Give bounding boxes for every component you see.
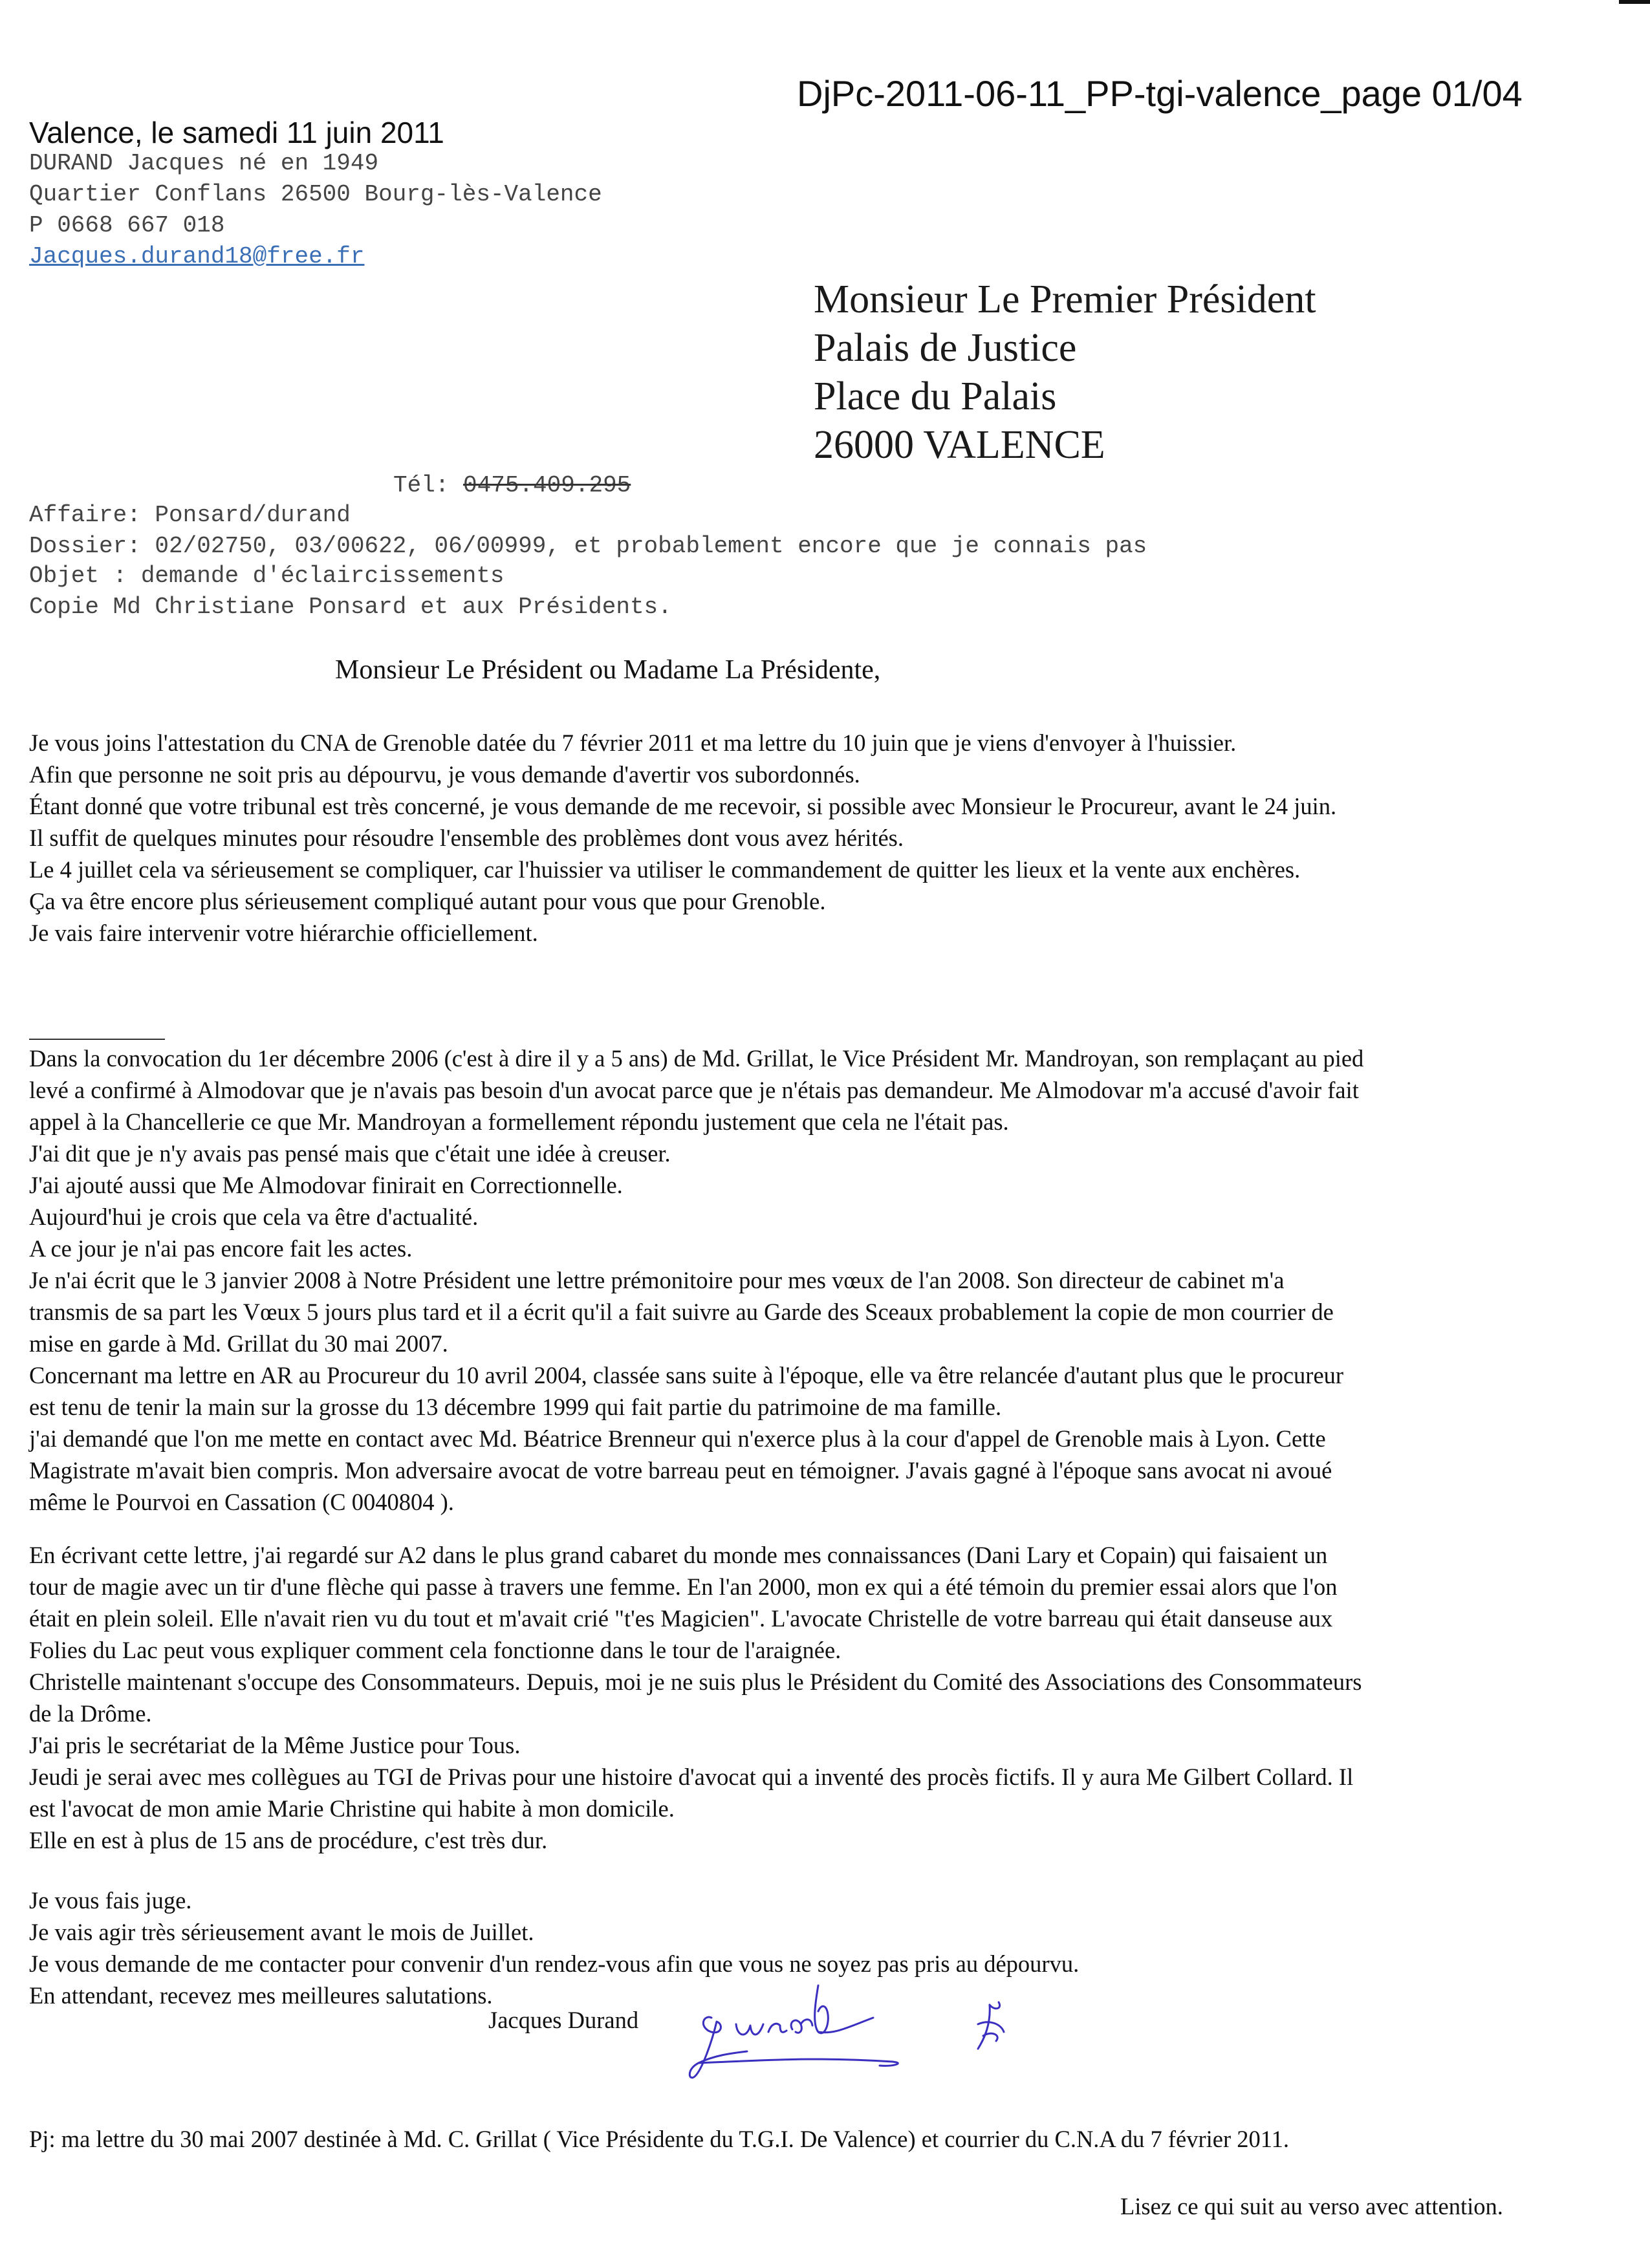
text-line: Elle en est à plus de 15 ans de procédure, c'est très dur. — [29, 1827, 548, 1853]
text-line: est tenu de tenir la main sur la grosse du 13 décembre 1999 qui fait partie du patrimoine de ma famille. — [29, 1394, 1002, 1420]
enclosure-line: Pj: ma lettre du 30 mai 2007 destinée à Md. C. Grillat ( Vice Présidente du T.G.I. De Valence) et courrier du C.N.A du 7 février 2011. — [29, 2126, 1290, 2152]
text-line: En attendant, recevez mes meilleures salutations. — [29, 1982, 493, 2009]
text-line: transmis de sa part les Vœux 5 jours plus tard et il a écrit qu'il a fait suivre au Garde des Sceaux probablement la copie de mon courrier de — [29, 1299, 1334, 1325]
case-copie: Copie Md Christiane Ponsard et aux Présidents. — [29, 594, 672, 620]
text-line: Magistrate m'avait bien compris. Mon adversaire avocat de votre barreau peut en témoigner. J'avais gagné à l'époque sans avocat ni avoué — [29, 1457, 1332, 1484]
telephone-number-struck: 0475.409.295 — [463, 472, 631, 499]
text-line: Ça va être encore plus sérieusement compliqué autant pour vous que pour Grenoble. — [29, 888, 826, 914]
text-line: Le 4 juillet cela va sérieusement se compliquer, car l'huissier va utiliser le commandement de quitter les lieux et la vente aux enchères. — [29, 856, 1301, 883]
recipient-line: Palais de Justice — [814, 326, 1077, 370]
text-line: Aujourd'hui je crois que cela va être d'actualité. — [29, 1204, 479, 1230]
text-line: J'ai ajouté aussi que Me Almodovar finirait en Correctionnelle. — [29, 1172, 623, 1198]
text-line: même le Pourvoi en Cassation (C 0040804 ). — [29, 1489, 454, 1515]
section-divider — [29, 1039, 165, 1040]
text-line: Je vous joins l'attestation du CNA de Grenoble datée du 7 février 2011 et ma lettre du 10 juin que je viens d'envoyer à l'huissier. — [29, 729, 1237, 756]
sender-address: Quartier Conflans 26500 Bourg-lès-Valence — [29, 181, 602, 208]
text-line: J'ai dit que je n'y avais pas pensé mais que c'était une idée à creuser. — [29, 1140, 671, 1167]
text-line: Il suffit de quelques minutes pour résoudre l'ensemble des problèmes dont vous avez hérités. — [29, 825, 904, 851]
telephone-label: Tél: — [393, 472, 464, 499]
footer-note: Lisez ce qui suit au verso avec attention. — [1120, 2193, 1503, 2219]
text-line: A ce jour je n'ai pas encore fait les actes. — [29, 1235, 413, 1262]
text-line: En écrivant cette lettre, j'ai regardé sur A2 dans le plus grand cabaret du monde mes connaissances (Dani Lary et Copain) qui faisaient un — [29, 1542, 1328, 1568]
text-line: de la Drôme. — [29, 1700, 152, 1727]
sender-phone: P 0668 667 018 — [29, 212, 225, 239]
text-line: j'ai demandé que l'on me mette en contact avec Md. Béatrice Brenneur qui n'exerce plus à la cour d'appel de Grenoble mais à Lyon. Cette — [29, 1425, 1326, 1452]
text-line: Christelle maintenant s'occupe des Consommateurs. Depuis, moi je ne suis plus le Président du Comité des Associations des Consommateurs — [29, 1669, 1362, 1695]
text-line: Je vais faire intervenir votre hiérarchie officiellement. — [29, 920, 538, 946]
sender-name: DURAND Jacques né en 1949 — [29, 150, 379, 177]
handwritten-signature — [686, 1979, 1048, 2082]
case-objet: Objet : demande d'éclaircissements — [29, 563, 505, 589]
date-line: Valence, le samedi 11 juin 2011 — [29, 116, 444, 149]
sender-email-link[interactable]: Jacques.durand18@free.fr — [29, 243, 365, 270]
signature-name: Jacques Durand — [488, 2007, 639, 2033]
text-line: Folies du Lac peut vous expliquer comment cela fonctionne dans le tour de l'araignée. — [29, 1637, 841, 1663]
recipient-line: 26000 VALENCE — [814, 423, 1105, 467]
recipient-line: Place du Palais — [814, 374, 1057, 418]
document-reference: DjPc-2011-06-11_PP-tgi-valence_page 01/04 — [797, 73, 1523, 114]
paragraph-body — [29, 1042, 1523, 1518]
text-line: est l'avocat de mon amie Marie Christine qui habite à mon domicile. — [29, 1795, 675, 1822]
salutation: Monsieur Le Président ou Madame La Présidente, — [335, 655, 881, 685]
text-line: Je vous demande de me contacter pour convenir d'un rendez-vous afin que vous ne soyez pas pris au dépourvu. — [29, 1950, 1080, 1977]
text-line: Jeudi je serai avec mes collègues au TGI de Privas pour une histoire d'avocat qui a inventé des procès fictifs. Il y aura Me Gilbert Collard. Il — [29, 1764, 1354, 1790]
text-line: J'ai pris le secrétariat de la Même Justice pour Tous. — [29, 1732, 521, 1758]
scan-edge-mark — [1619, 0, 1650, 4]
recipient-line: Monsieur Le Premier Président — [814, 277, 1316, 321]
text-line: Je n'ai écrit que le 3 janvier 2008 à Notre Président une lettre prémonitoire pour mes vœux de l'an 2008. Son directeur de cabinet m'a — [29, 1267, 1285, 1293]
text-line: Je vous fais juge. — [29, 1887, 192, 1914]
telephone-line — [393, 472, 631, 499]
text-line: Étant donné que votre tribunal est très concerné, je vous demande de me recevoir, si possible avec Monsieur le Procureur, avant le 24 juin. — [29, 793, 1337, 819]
paragraph-cabaret — [29, 1539, 1523, 1856]
text-line: appel à la Chancellerie ce que Mr. Mandroyan a formellement répondu justement que cela ne l'était pas. — [29, 1108, 1009, 1135]
text-line: mise en garde à Md. Grillat du 30 mai 2007. — [29, 1330, 448, 1357]
text-line: levé a confirmé à Almodovar que je n'avais pas besoin d'un avocat parce que je n'étais pas demandeur. Me Almodovar m'a accusé d'avoir fait — [29, 1077, 1359, 1103]
text-line: Dans la convocation du 1er décembre 2006 (c'est à dire il y a 5 ans) de Md. Grillat, le Vice Président Mr. Mandroyan, son remplaçant au pied — [29, 1045, 1364, 1072]
case-affaire: Affaire: Ponsard/durand — [29, 502, 351, 528]
text-line: Afin que personne ne soit pris au dépourvu, je vous demande d'avertir vos subordonnés. — [29, 761, 860, 788]
text-line: tour de magie avec un tir d'une flèche qui passe à travers une femme. En l'an 2000, mon ex qui a été témoin du premier essai alors que l'on — [29, 1573, 1338, 1600]
text-line: Concernant ma lettre en AR au Procureur du 10 avril 2004, classée sans suite à l'époque, elle va être relancée d'autant plus que le procureur — [29, 1362, 1344, 1388]
paragraph-intro — [29, 727, 1523, 949]
text-line: Je vais agir très sérieusement avant le mois de Juillet. — [29, 1919, 534, 1945]
case-dossier: Dossier: 02/02750, 03/00622, 06/00999, et probablement encore que je connais pas — [29, 533, 1147, 559]
text-line: était en plein soleil. Elle n'avait rien vu du tout et m'avait crié "t'es Magicien". L'avocate Christelle de votre barreau qui était danseuse aux — [29, 1605, 1333, 1632]
